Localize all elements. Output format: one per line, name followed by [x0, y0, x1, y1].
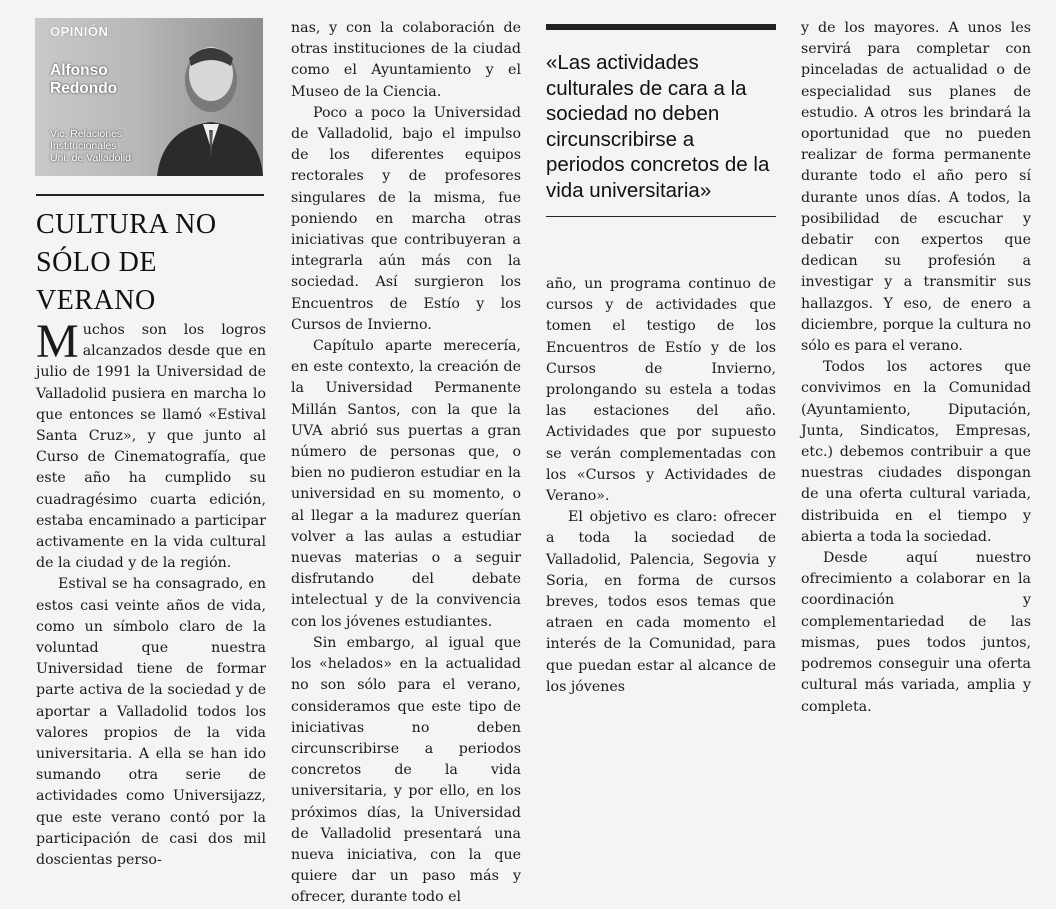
paragraph: Poco a poco la Universidad de Valladolid, bajo el impulso de los diferentes equipos rectorales y de profesores singulares de la misma, fue poniendo en marcha otras iniciativas que contribuyeran a integrarla aún más con la sociedad. Así surgieron los Encuentros de Estío y los Cursos de Invierno.	[291, 104, 521, 333]
paragraph-text: uchos son los logros alcanzados desde que en julio de 1991 la Universidad de Valladolid pusiera en marcha lo que entonces se llamó «Estival Santa Cruz», y que junto al Curso de Cinematografía, que este año ha cumplido su cuadragésimo cuarta edición, estaba encaminado a participar activamente en la vida cultural de la ciudad y de la región.	[36, 322, 266, 572]
paragraph: año, un programa continuo de cursos y de actividades que tomen el testigo de los Encuentros de Estío y de los Cursos de Invierno, prolongando su estela a todas las estaciones del año. Actividades que por supuesto se verán complementadas con los «Cursos y Actividades de Verano».	[546, 276, 776, 505]
author-role-line3: Uni. de Valladolid	[50, 152, 131, 164]
author-photo	[143, 18, 263, 176]
pull-quote-top-rule	[546, 24, 776, 30]
paragraph	[36, 315, 266, 574]
author-name-line2: Redondo	[50, 80, 118, 97]
author-name	[50, 62, 117, 98]
author-name-line1: Alfonso	[50, 62, 108, 79]
paragraph: Desde aquí nuestro ofrecimiento a colaborar en la coordinación y complementariedad de las mismas, pues todos juntos, podremos conseguir una oferta cultural más variada, amplia y completa.	[801, 550, 1031, 715]
article-headline	[36, 206, 272, 320]
paragraph: El objetivo es claro: ofrecer a toda la sociedad de Valladolid, Palencia, Segovia y Soria, en forma de cursos breves, todos esos temas que atraen en cada momento el interés de la Comunidad, para que puedan estar al alcance de los jóvenes	[546, 509, 776, 695]
pull-quote: «Las actividades culturales de cara a la sociedad no deben circunscribirse a periodos concretos de la vida universitaria»	[546, 51, 770, 202]
article-column-2	[291, 18, 521, 909]
paragraph: Sin embargo, al igual que los «helados» en la actualidad no son sólo para el verano, consideramos que este tipo de iniciativas no deben circunscribirse a periodos concretos de la vida universitaria, y por ello, en los próximos días, la Universidad de Valladolid presentará una nueva iniciativa, con la que quiere dar un paso más y ofrecer, durante todo el	[291, 634, 521, 906]
headline-line2: SÓLO DE VERANO	[36, 247, 157, 316]
article-column-4	[801, 18, 1031, 718]
section-label: OPINIÓN	[50, 24, 109, 39]
dropcap: M	[36, 315, 79, 368]
paragraph: Todos los actores que convivimos en la Comunidad (Ayuntamiento, Diputación, Junta, Sindicatos, Empresas, etc.) debemos contribuir a que nuestras ciudades dispongan de una oferta cultural variada, distribuida en el tiempo y abierta a toda la sociedad.	[801, 359, 1031, 545]
paragraph: Capítulo aparte merecería, en este contexto, la creación de la Universidad Permanente Millán Santos, con la que la UVA abrió sus puertas a gran número de personas que, o bien no pudieron estudiar en la universidad en su momento, o al llegar a la madurez querían volver a las aulas a estudiar nuevas materias o a seguir disfrutando del debate intelectual y de la convivencia con los jóvenes estudiantes.	[291, 338, 521, 630]
article-column-3	[546, 274, 776, 698]
headline-line1: CULTURA NO	[36, 209, 217, 240]
author-role	[50, 128, 131, 164]
paragraph: y de los mayores. A unos les servirá para completar con pinceladas de actualidad o de especialidad sus planes de estudio. A otros les brindará la oportunidad que no pueden realizar de forma permanente durante todo el año pero sí durante unos días. A todos, la posibilidad de escuchar y debatir con expertos que dedican su profesión a investigar y a transmitir sus hallazgos. Y eso, de enero a diciembre, porque la cultura no sólo es para el verano.	[801, 20, 1031, 355]
article-column-1	[36, 315, 266, 871]
author-role-line2: Institucionales	[50, 140, 117, 152]
pull-quote-bottom-rule	[546, 216, 776, 217]
author-role-line1: Vic. Relaciones	[50, 128, 123, 140]
author-box	[35, 18, 263, 176]
paragraph: nas, y con la colaboración de otras instituciones de la ciudad como el Ayuntamiento y el Museo de la Ciencia.	[291, 20, 521, 100]
headline-rule	[36, 194, 264, 196]
paragraph: Estival se ha consagrado, en estos casi veinte años de vida, como un símbolo claro de la voluntad que nuestra Universidad tiene de formar parte activa de la sociedad y de aportar a Valladolid todos los valores propios de la vida universitaria. A ella se han ido sumando otra serie de actividades como Universijazz, que este verano contó por la participación de casi dos mil doscientas perso-	[36, 576, 266, 869]
